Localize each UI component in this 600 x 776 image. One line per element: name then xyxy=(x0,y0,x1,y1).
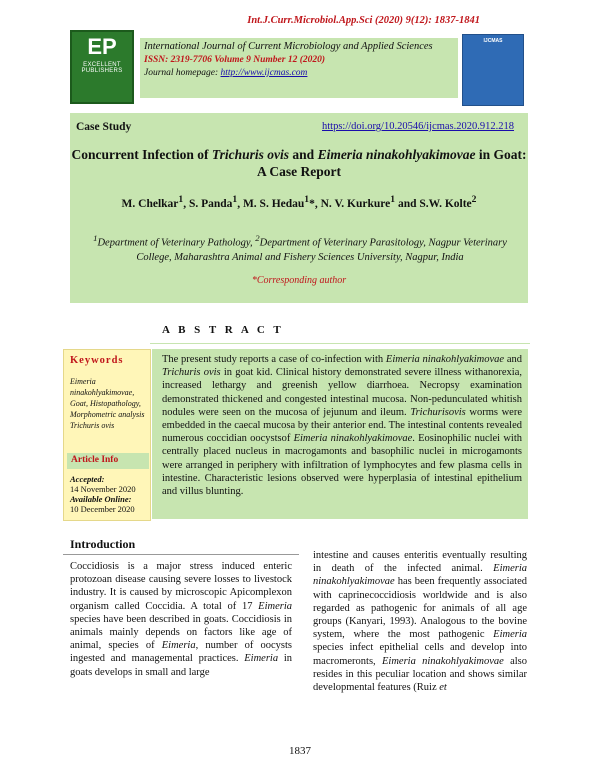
introduction-left-column: Coccidiosis is a major stress induced enteric protozoan disease causing severe losses to livestock industry. It is caused by microscopic Apicomplexon organism called Coccidia. A total of 17 Eimeria species have been described in goats. Coccidiosis in animals mainly depends on factors like age of animal, species of Eimeria, number of oocysts ingested and managemental practices. Eimeria in goats develops in small and large xyxy=(70,561,293,678)
introduction-right-column: intestine and causes enteritis eventually resulting in death of the infected animal. Eimeria ninakohlyakimovae has been frequently associated with caprinecoccidiosis worldwide and is also regarded as pathogenic for animals of all age groups (Kanyari, 1993). Analogous to the bovine system, where the most pathogenic Eimeria species infect epithelial cells and develop into macromeronts, Eimeria ninakohlyakimovae also resides in this peculiar location and shows similar developmental features (Ruiz et xyxy=(313,550,528,694)
page-number: 1837 xyxy=(289,745,311,757)
introduction-divider xyxy=(63,554,299,555)
keywords-heading: Keywords xyxy=(70,355,124,366)
abstract-divider xyxy=(150,343,530,344)
journal-reference: Int.J.Curr.Microbiol.App.Sci (2020) 9(12): 1837-1841 xyxy=(247,15,480,26)
article-authors: M. Chelkar$^1$, S. Panda$^1$, M. S. Hedau$^1$*, N. V. Kurkure$^1$ and S.W. Kolte$^2$ xyxy=(121,194,477,210)
homepage-label: Journal homepage: xyxy=(144,68,221,78)
article-title: Concurrent Infection of Trichuris ovis and Eimeria ninakohlyakimovae in Goat: A Case Report xyxy=(71,147,527,179)
logo-subtitle: EXCELLENT PUBLISHERS xyxy=(81,62,123,74)
article-type: Case Study xyxy=(76,121,132,133)
introduction-heading: Introduction xyxy=(70,537,136,551)
journal-issn: ISSN: 2319-7706 Volume 9 Number 12 (2020) xyxy=(144,55,326,65)
article-dates: Accepted: 14 November 2020 Available Online: 10 December 2020 xyxy=(70,474,136,514)
homepage-link[interactable]: http://www.ijcmas.com xyxy=(220,68,308,78)
article-info-heading: Article Info xyxy=(71,455,119,465)
logo-letters: EP xyxy=(87,34,117,59)
abstract-heading: A B S T R A C T xyxy=(162,324,284,336)
journal-name: International Journal of Current Microbiology and Applied Sciences xyxy=(144,41,433,52)
journal-homepage xyxy=(144,68,307,78)
keywords-list: Eimeria ninakohlyakimovae, Goat, Histopathology, Morphometric analysis Trichuris ovis xyxy=(70,377,145,430)
doi-link[interactable]: https://doi.org/10.20546/ijcmas.2020.912.218 xyxy=(322,121,515,132)
publisher-logo xyxy=(70,30,134,104)
journal-cover-image xyxy=(462,34,524,106)
cover-label: IJCMAS xyxy=(483,38,503,44)
doi-link-wrapper xyxy=(322,121,514,132)
article-info-heading-box xyxy=(67,453,149,469)
corresponding-author-note: *Corresponding author xyxy=(251,275,347,286)
author-affiliations: $^1$Department of Veterinary Pathology, $^2$Department of Veterinary Parasitology, Nagpur Veterinary College, Maharashtra Animal and Fishery Sciences University, Nagpur, India xyxy=(93,233,507,263)
journal-info-box xyxy=(140,38,458,98)
abstract-text: The present study reports a case of co-infection with Eimeria ninakohlyakimovae and Trichuris ovis in goat kid. Clinical history demonstrated severe illness withanorexia, increased lethargy and greenish yellow diarrhoea. Necropsy examination demonstrated thickened and congested intestinal mucosa. Non-pedunculated whitish nodules were seen on the mucosa of jejunum and ileum. Trichurisovis worms were embedded in the caecal mucosa by their anterior end. The intestinal contents revealed numerous coccidian oocystsof Eimeria ninakohlyakimovae. Eosinophilic nuclei with centrally placed nucleus in macrogamonts and basophilic nuclei in microgamonts were arranged in periphery with infiltration of lymphocytes and few plasma cells in intestine. Characteristic lesions observed were hyperplasia of intestinal epithelium and villus blunting. xyxy=(162,354,522,498)
